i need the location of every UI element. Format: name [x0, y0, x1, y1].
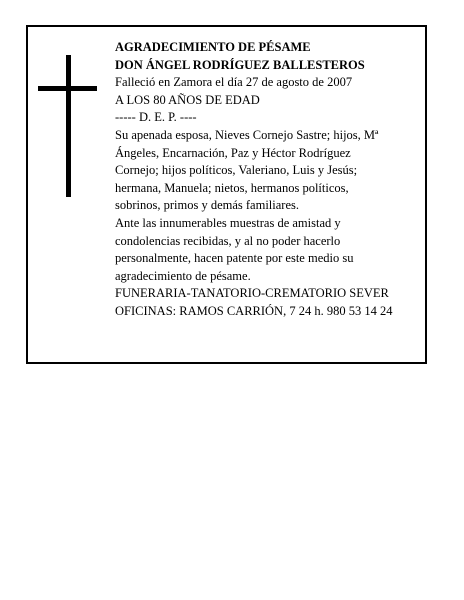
age-line: A LOS 80 AÑOS DE EDAD [115, 92, 260, 107]
family-line: Su apenada esposa, Nieves Cornejo Sastre; hijos, Mª [115, 127, 379, 142]
death-line: Falleció en Zamora el día 27 de agosto de 2007 [115, 75, 353, 90]
obituary-notice [26, 25, 427, 364]
family-line: hermana, Manuela; nietos, hermanos políticos, [115, 180, 349, 195]
family-line: Ángeles, Encarnación, Paz y Héctor Rodríguez [115, 145, 351, 160]
thanks-paragraph [115, 215, 423, 285]
deceased-name: DON ÁNGEL RODRÍGUEZ BALLESTEROS [115, 57, 365, 72]
notice-text [115, 39, 423, 321]
thanks-line: personalmente, hacen patente por este medio su [115, 251, 354, 266]
family-line: sobrinos, primos y demás familiares. [115, 198, 299, 213]
offices-line: OFICINAS: RAMOS CARRIÓN, 7 24 h. 980 53 14 24 [115, 303, 393, 318]
dep-line: ----- D. E. P. ---- [115, 110, 197, 125]
thanks-line: condolencias recibidas, y al no poder hacerlo [115, 233, 341, 248]
thanks-line: Ante las innumerables muestras de amistad y [115, 215, 341, 230]
family-line: Cornejo; hijos políticos, Valeriano, Luis y Jesús; [115, 163, 358, 178]
cross-icon [66, 55, 71, 197]
notice-heading: AGRADECIMIENTO DE PÉSAME [115, 40, 311, 54]
funeral-home: FUNERARIA-TANATORIO-CREMATORIO SEVER [115, 286, 389, 301]
family-paragraph [115, 127, 423, 215]
thanks-line: agradecimiento de pésame. [115, 268, 251, 283]
cross-icon-bar [38, 86, 97, 91]
